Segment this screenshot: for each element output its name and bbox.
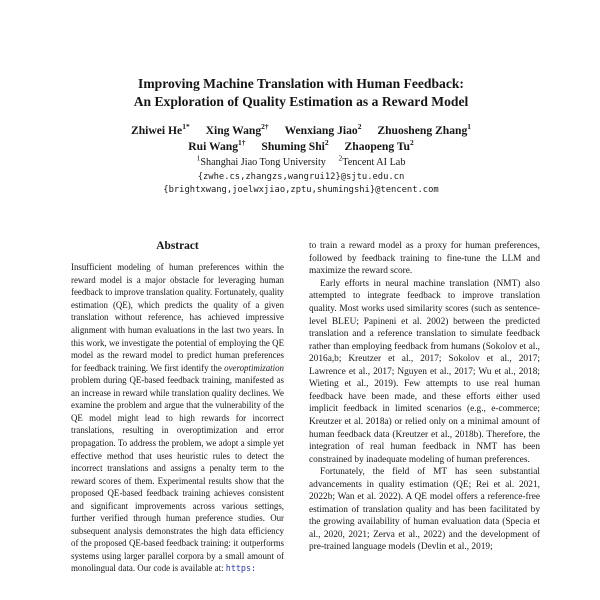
- body-paragraph-quality-estimation: Fortunately, the field of MT has seen substantial advancements in quality estimation (QE; Rei et al. 2021, 2022b; Wan et al. 2022). A QE model offers a reference-free estimation of translation quality and has been facilitated by the growing availability of human evaluation data (Specia et al., 2020, 2021; Zerva et al., 2022) and the development of pre-trained language models (Devlin et al., 2019;: [309, 467, 540, 553]
- author-line-1: [62, 123, 540, 139]
- author-name: Shuming Shi: [261, 139, 325, 153]
- abstract-part-1: Insufficient modeling of human preferences within the reward model is a major obstacle for leveraging human feedback to improve translation quality. Fortunately, quality estimation (QE), which predicts the quality of a given translation without reference, has achieved impressive alignment with human evaluations in the last two years. In this work, we investigate the potential of employing the QE model as the reward model to predict human preferences for feedback training. We first identify the: [71, 262, 284, 373]
- abstract-italic-term: overoptimization: [224, 362, 284, 373]
- email-block: [62, 171, 540, 196]
- author: [188, 139, 245, 155]
- author: [285, 123, 362, 139]
- paper-title-line-2: An Exploration of Quality Estimation as a Reward Model: [133, 93, 469, 109]
- affiliations: [62, 154, 540, 169]
- affiliation-superscript: 1: [196, 154, 201, 164]
- paper-title: [62, 75, 540, 110]
- body-paragraph-nmt-feedback: Early efforts in neural machine translation (NMT) also attempted to integrate feedback to improve translation quality. Most works used similarity scores (such as sentence-level BLEU; Papineni et al. 2002) between the predicted translation and a reference translation to simulate feedback rather than employing feedback from humans (Sokolov et al., 2016a,b; Kreutzer et al., 2017; Sokolov et al., 2017; Lawrence et al., 2017; Nguyen et al., 2017; Wu et al., 2018; Wieting et al., 2019). Few attempts to use real human feedback have been made, and these efforts either used implicit feedback in limited scenarios (e.g., e-commerce; Kreutzer et al. 2018a) or relied only on a minimal amount of human feedback data (Kreutzer et al., 2018b). Therefore, the integration of real human feedback in NMT has been constrained by inadequate modeling of human preferences.: [309, 278, 540, 465]
- email-line-tencent: {brightxwang,joelwxjiao,zptu,shumingshi}@tencent.com: [163, 184, 439, 195]
- author-superscript: 1*: [182, 122, 190, 132]
- two-column-layout: [62, 240, 540, 575]
- right-column: [309, 240, 540, 575]
- abstract-text: [62, 261, 293, 575]
- affiliation-name: Tencent AI Lab: [342, 157, 406, 169]
- author: [377, 123, 471, 139]
- affiliation-superscript: 2: [338, 154, 343, 164]
- author-name: Xing Wang: [205, 124, 262, 138]
- author-superscript: 1: [467, 122, 471, 132]
- affiliation-name: Shanghai Jiao Tong University: [200, 157, 326, 169]
- paper-title-line-1: Improving Machine Translation with Human Feedback:: [138, 76, 464, 92]
- author-superscript: 1†: [238, 138, 246, 148]
- body-paragraph-continuation: to train a reward model as a proxy for human preferences, followed by feedback training to fine-tune the LLM and maximize the reward score.: [309, 241, 540, 277]
- abstract-heading: Abstract: [156, 240, 199, 253]
- author-superscript: 2†: [261, 122, 269, 132]
- author-superscript: 2: [324, 138, 329, 148]
- author-superscript: 2: [357, 122, 362, 132]
- affiliation: [338, 154, 406, 169]
- author: [345, 139, 414, 155]
- left-column: [62, 240, 293, 575]
- author-name: Zhiwei He: [131, 124, 183, 138]
- author: [261, 139, 328, 155]
- author: [131, 123, 190, 139]
- author-name: Zhaopeng Tu: [344, 139, 410, 153]
- author-line-2: [62, 139, 540, 155]
- author: [206, 123, 269, 139]
- email-line-sjtu: {zwhe.cs,zhangzs,wangrui12}@sjtu.edu.cn: [197, 172, 405, 183]
- abstract-part-2: problem during QE-based feedback training, manifested as an increase in reward while translation quality declines. We examine the problem and argue that the vulnerability of the QE model might lead to high rewards for incorrect translations, resulting in overoptimization and error propagation. To address the problem, we adopt a simple yet effective method that uses heuristic rules to detect the incorrect translations and assigns a penalty term to the reward scores of them. Experimental results show that the proposed QE-based feedback training achieves consistent and significant improvements across various settings, further verified through human preference studies. Our subsequent analysis demonstrates the high data efficiency of the proposed QE-based feedback training: it outperforms systems using larger parallel corpora by a small amount of monolingual data. Our code is available at:: [71, 375, 284, 574]
- author-superscript: 2: [409, 138, 414, 148]
- author-name: Rui Wang: [188, 139, 238, 153]
- author-name: Zhuosheng Zhang: [377, 124, 468, 138]
- code-url-link[interactable]: https:: [225, 563, 257, 574]
- author-name: Wenxiang Jiao: [284, 124, 358, 138]
- affiliation: [196, 154, 326, 169]
